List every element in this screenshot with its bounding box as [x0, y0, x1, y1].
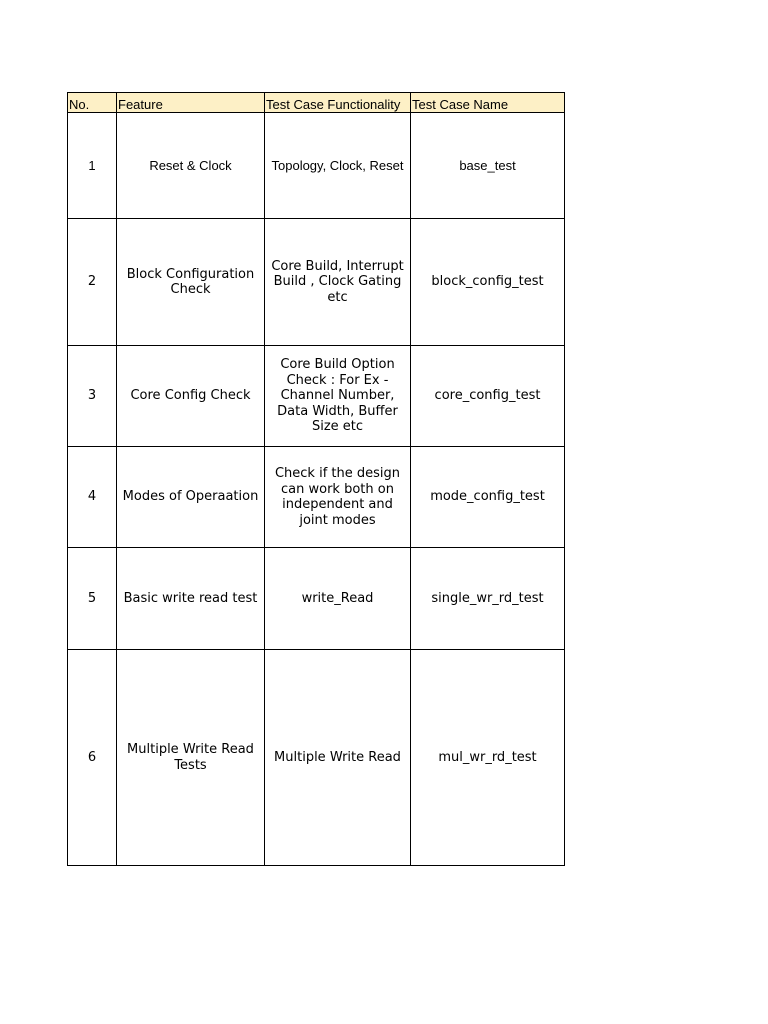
test-case-name-cell: mul_wr_rd_test	[411, 650, 565, 866]
test-case-name-cell: core_config_test	[411, 346, 565, 447]
row-number-cell: 5	[68, 548, 117, 650]
table-row	[68, 447, 565, 548]
table-row	[68, 346, 565, 447]
feature-cell: Multiple Write Read Tests	[117, 650, 265, 866]
row-number-cell: 1	[68, 113, 117, 219]
functionality-cell: Core Build Option Check : For Ex - Channel Number, Data Width, Buffer Size etc	[265, 346, 411, 447]
header-test-case-name: Test Case Name	[411, 93, 565, 113]
functionality-cell: Check if the design can work both on independent and joint modes	[265, 447, 411, 548]
row-number-cell: 2	[68, 219, 117, 346]
feature-cell: Modes of Operaation	[117, 447, 265, 548]
test-case-name-cell: mode_config_test	[411, 447, 565, 548]
functionality-cell: write_Read	[265, 548, 411, 650]
header-no: No.	[68, 93, 117, 113]
test-case-name-cell: base_test	[411, 113, 565, 219]
table-row	[68, 650, 565, 866]
row-number-cell: 3	[68, 346, 117, 447]
row-number-cell: 6	[68, 650, 117, 866]
header-functionality: Test Case Functionality	[265, 93, 411, 113]
functionality-cell: Core Build, Interrupt Build , Clock Gating etc	[265, 219, 411, 346]
row-number-cell: 4	[68, 447, 117, 548]
functionality-cell: Multiple Write Read	[265, 650, 411, 866]
header-row	[68, 93, 565, 113]
table-row	[68, 219, 565, 346]
table-row	[68, 113, 565, 219]
functionality-cell: Topology, Clock, Reset	[265, 113, 411, 219]
feature-cell: Reset & Clock	[117, 113, 265, 219]
table-row	[68, 548, 565, 650]
test-case-name-cell: block_config_test	[411, 219, 565, 346]
header-feature: Feature	[117, 93, 265, 113]
feature-cell: Block Configuration Check	[117, 219, 265, 346]
feature-cell: Basic write read test	[117, 548, 265, 650]
test-case-table	[67, 92, 565, 866]
feature-cell: Core Config Check	[117, 346, 265, 447]
test-case-name-cell: single_wr_rd_test	[411, 548, 565, 650]
